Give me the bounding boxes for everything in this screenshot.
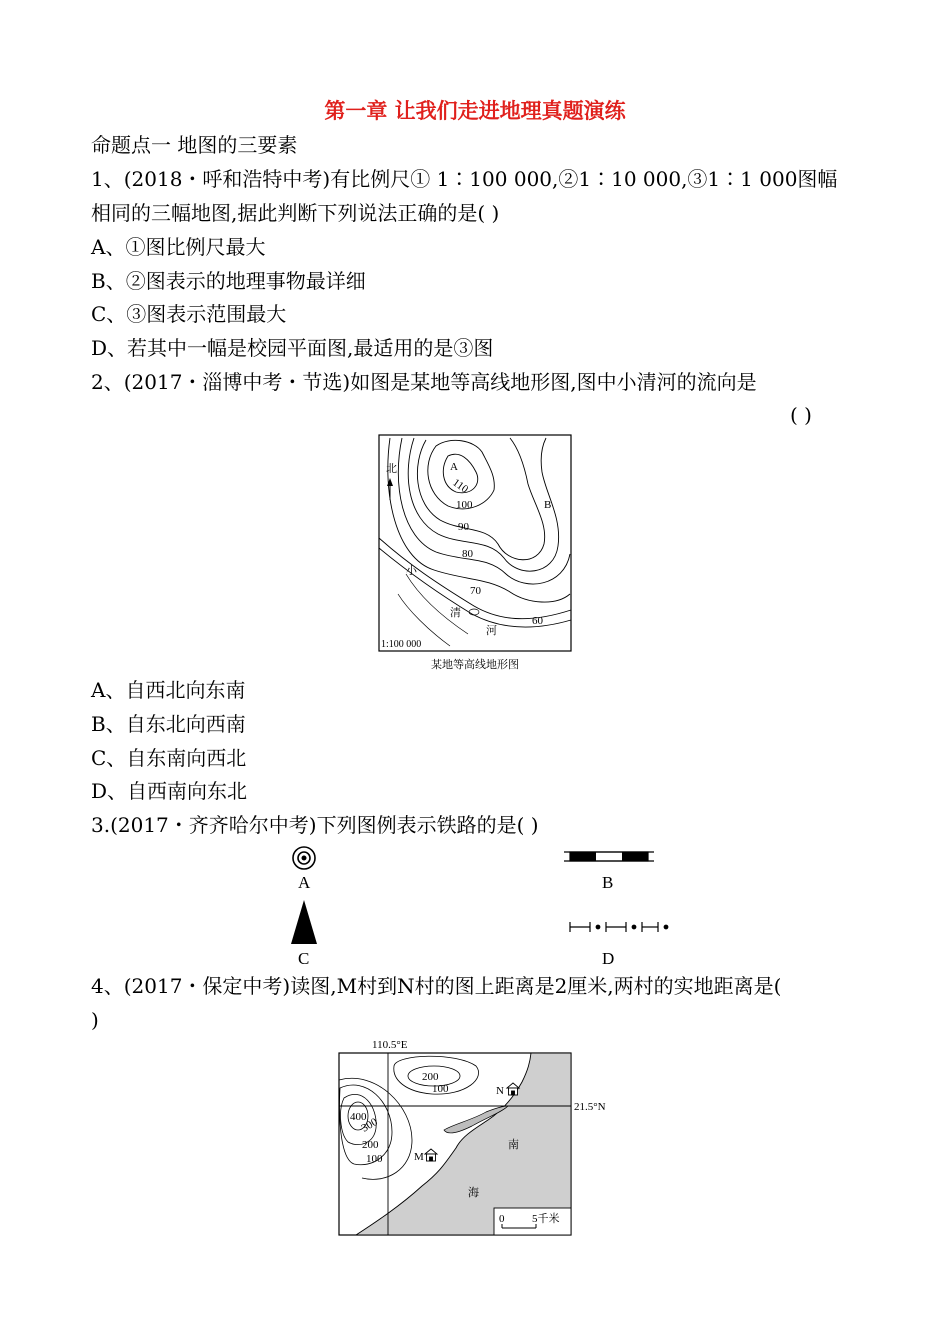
upper-contour-100: 100 bbox=[432, 1083, 449, 1095]
left-contour-400: 400 bbox=[350, 1111, 367, 1123]
mountain-peak-icon bbox=[291, 900, 317, 944]
capital-city-icon bbox=[293, 847, 315, 869]
q1-option-a: A、①图比例尺最大 bbox=[91, 235, 266, 259]
river-label-3: 河 bbox=[486, 625, 497, 637]
contour-label-110: 110 bbox=[450, 476, 471, 496]
q2-option-d: D、自西南向东北 bbox=[91, 779, 248, 803]
q4-stem-line1: 4、(2017・保定中考)读图,M村到N村的图上距离是2厘米,两村的实地距离是( bbox=[91, 974, 782, 998]
page-title: 第一章 让我们走进地理真题演练 bbox=[324, 99, 626, 123]
q3-stem: 3.(2017・齐齐哈尔中考)下列图例表示铁路的是( ) bbox=[91, 813, 539, 837]
river-label-1: 小 bbox=[406, 565, 417, 577]
left-contour-100: 100 bbox=[366, 1153, 383, 1165]
latitude-label: 21.5°N bbox=[574, 1101, 606, 1113]
upper-contour-200: 200 bbox=[422, 1071, 439, 1083]
q1-stem-line2: 相同的三幅地图,据此判断下列说法正确的是( ) bbox=[91, 201, 500, 225]
q2-answer-paren: ( ) bbox=[790, 403, 812, 427]
symbol-b-label: B bbox=[602, 873, 614, 892]
q1-option-c: C、③图表示范围最大 bbox=[91, 302, 287, 326]
q2-option-b: B、自东北向西南 bbox=[91, 712, 246, 736]
q2-stem-line1: 2、(2017・淄博中考・节选)如图是某地等高线地形图,图中小清河的流向是 bbox=[91, 370, 757, 394]
north-label: 北 bbox=[386, 463, 397, 475]
contour-label-90: 90 bbox=[458, 521, 469, 533]
river-label-2: 清 bbox=[450, 607, 461, 619]
q2-contour-map bbox=[378, 434, 572, 674]
figure-caption: 某地等高线地形图 bbox=[431, 659, 519, 671]
contour-label-70: 70 bbox=[470, 585, 481, 597]
q3-symbols bbox=[280, 842, 680, 970]
contour-label-60: 60 bbox=[532, 615, 543, 627]
scale-label: 1:100 000 bbox=[381, 639, 422, 650]
sea-label-2: 海 bbox=[468, 1187, 479, 1199]
contour-label-80: 80 bbox=[462, 548, 473, 560]
q4-stem-line2: ) bbox=[91, 1008, 99, 1032]
symbol-c-label: C bbox=[298, 949, 310, 968]
q1-option-b: B、②图表示的地理事物最详细 bbox=[91, 269, 366, 293]
section-heading: 命题点一 地图的三要素 bbox=[91, 133, 298, 157]
q2-option-a: A、自西北向东南 bbox=[91, 678, 246, 702]
symbol-a-label: A bbox=[298, 873, 311, 892]
point-b-label: B bbox=[544, 499, 552, 511]
q1-option-d: D、若其中一幅是校园平面图,最适用的是③图 bbox=[91, 336, 494, 360]
q4-coastal-map bbox=[336, 1036, 648, 1238]
q1-stem-line1: 1、(2018・呼和浩特中考)有比例尺① 1∶100 000,②1∶10 000,③1∶1 000图幅 bbox=[91, 167, 838, 191]
village-m-label: M bbox=[414, 1151, 424, 1163]
point-a-label: A bbox=[450, 461, 458, 473]
boundary-line-icon bbox=[570, 922, 668, 932]
railway-icon bbox=[564, 852, 654, 861]
q2-option-c: C、自东南向西北 bbox=[91, 746, 247, 770]
contour-label-100: 100 bbox=[456, 499, 473, 511]
left-contour-200: 200 bbox=[362, 1139, 379, 1151]
symbol-d-label: D bbox=[602, 949, 615, 968]
scale-zero-label: 0 bbox=[499, 1213, 505, 1225]
longitude-label: 110.5°E bbox=[372, 1039, 408, 1051]
sea-label-1: 南 bbox=[508, 1139, 519, 1151]
left-contour-300: 300 bbox=[359, 1115, 380, 1135]
village-n-label: N bbox=[496, 1085, 504, 1097]
scale-length-label: 5千米 bbox=[532, 1213, 560, 1225]
